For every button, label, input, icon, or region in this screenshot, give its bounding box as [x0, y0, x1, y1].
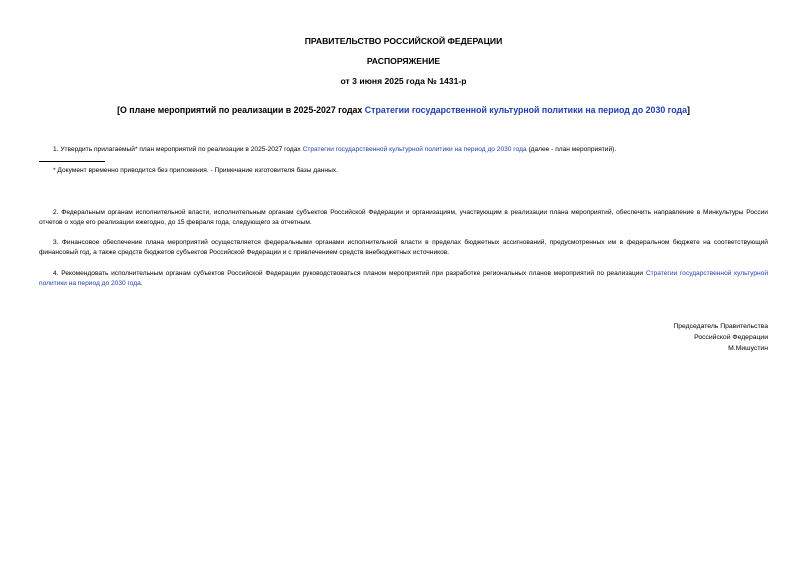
- item-1-strategy-link[interactable]: Стратегии государственной культурной политики на период до 2030 года: [302, 146, 527, 153]
- title-open-bracket: [: [117, 105, 121, 115]
- item-4-paragraph: [39, 269, 768, 289]
- document-title: [0, 105, 807, 116]
- item-4-text: 4. Рекомендовать исполнительным органам субъектов Российской Федерации руководствоваться планом мероприятий при разработке региональных планов мероприятий по реализации: [53, 270, 646, 277]
- item-1-text: 1. Утвердить прилагаемый* план мероприятий по реализации в 2025-2027 годах: [53, 146, 303, 153]
- title-strategy-link[interactable]: Стратегии государственной культурной политики на период до 2030 года: [364, 105, 687, 115]
- item-1-text-end: (далее - план мероприятий).: [526, 146, 617, 153]
- item-4-strategy-link[interactable]: Стратегии государственной культурной политики на период до 2030 года: [39, 270, 768, 287]
- item-3-paragraph: 3. Финансовое обеспечение плана мероприятий осуществляется федеральными органами исполнительной власти в пределах бюджетных ассигнований, предусмотренных им в федеральном бюджете на соответствующий финансовый год, а также средств бюджетов субъектов Российской Федерации и с привлечением средств внебюджетных источников.: [39, 239, 768, 256]
- footnote: * Документ временно приводится без приложения. - Примечание изготовителя базы данных.: [53, 167, 338, 174]
- signatory-position-line2: Российской Федерации: [694, 334, 768, 341]
- item-4-text-end: .: [140, 280, 143, 287]
- document-date-number: от 3 июня 2025 года № 1431-р: [340, 76, 467, 86]
- item-1-paragraph: [39, 145, 768, 155]
- document-type: РАСПОРЯЖЕНИЕ: [366, 56, 441, 66]
- signatory-name: М.Мишустин: [728, 345, 768, 352]
- footnote-divider: [39, 161, 105, 162]
- issuing-authority: ПРАВИТЕЛЬСТВО РОССИЙСКОЙ ФЕДЕРАЦИИ: [304, 36, 503, 46]
- title-text: О плане мероприятий по реализации в 2025-2027 годах: [120, 105, 365, 115]
- item-2-paragraph: 2. Федеральным органам исполнительной власти, исполнительным органам субъектов Российской Федерации и организациям, участвующим в реализации плана мероприятий, обеспечить направление в Минкультуры России отчетов о ходе его реализации ежегодно, до 15 февраля года, следующего за отчетным.: [39, 209, 768, 226]
- signatory-position-line1: Председатель Правительства: [673, 323, 768, 330]
- title-close-bracket: ]: [686, 105, 690, 115]
